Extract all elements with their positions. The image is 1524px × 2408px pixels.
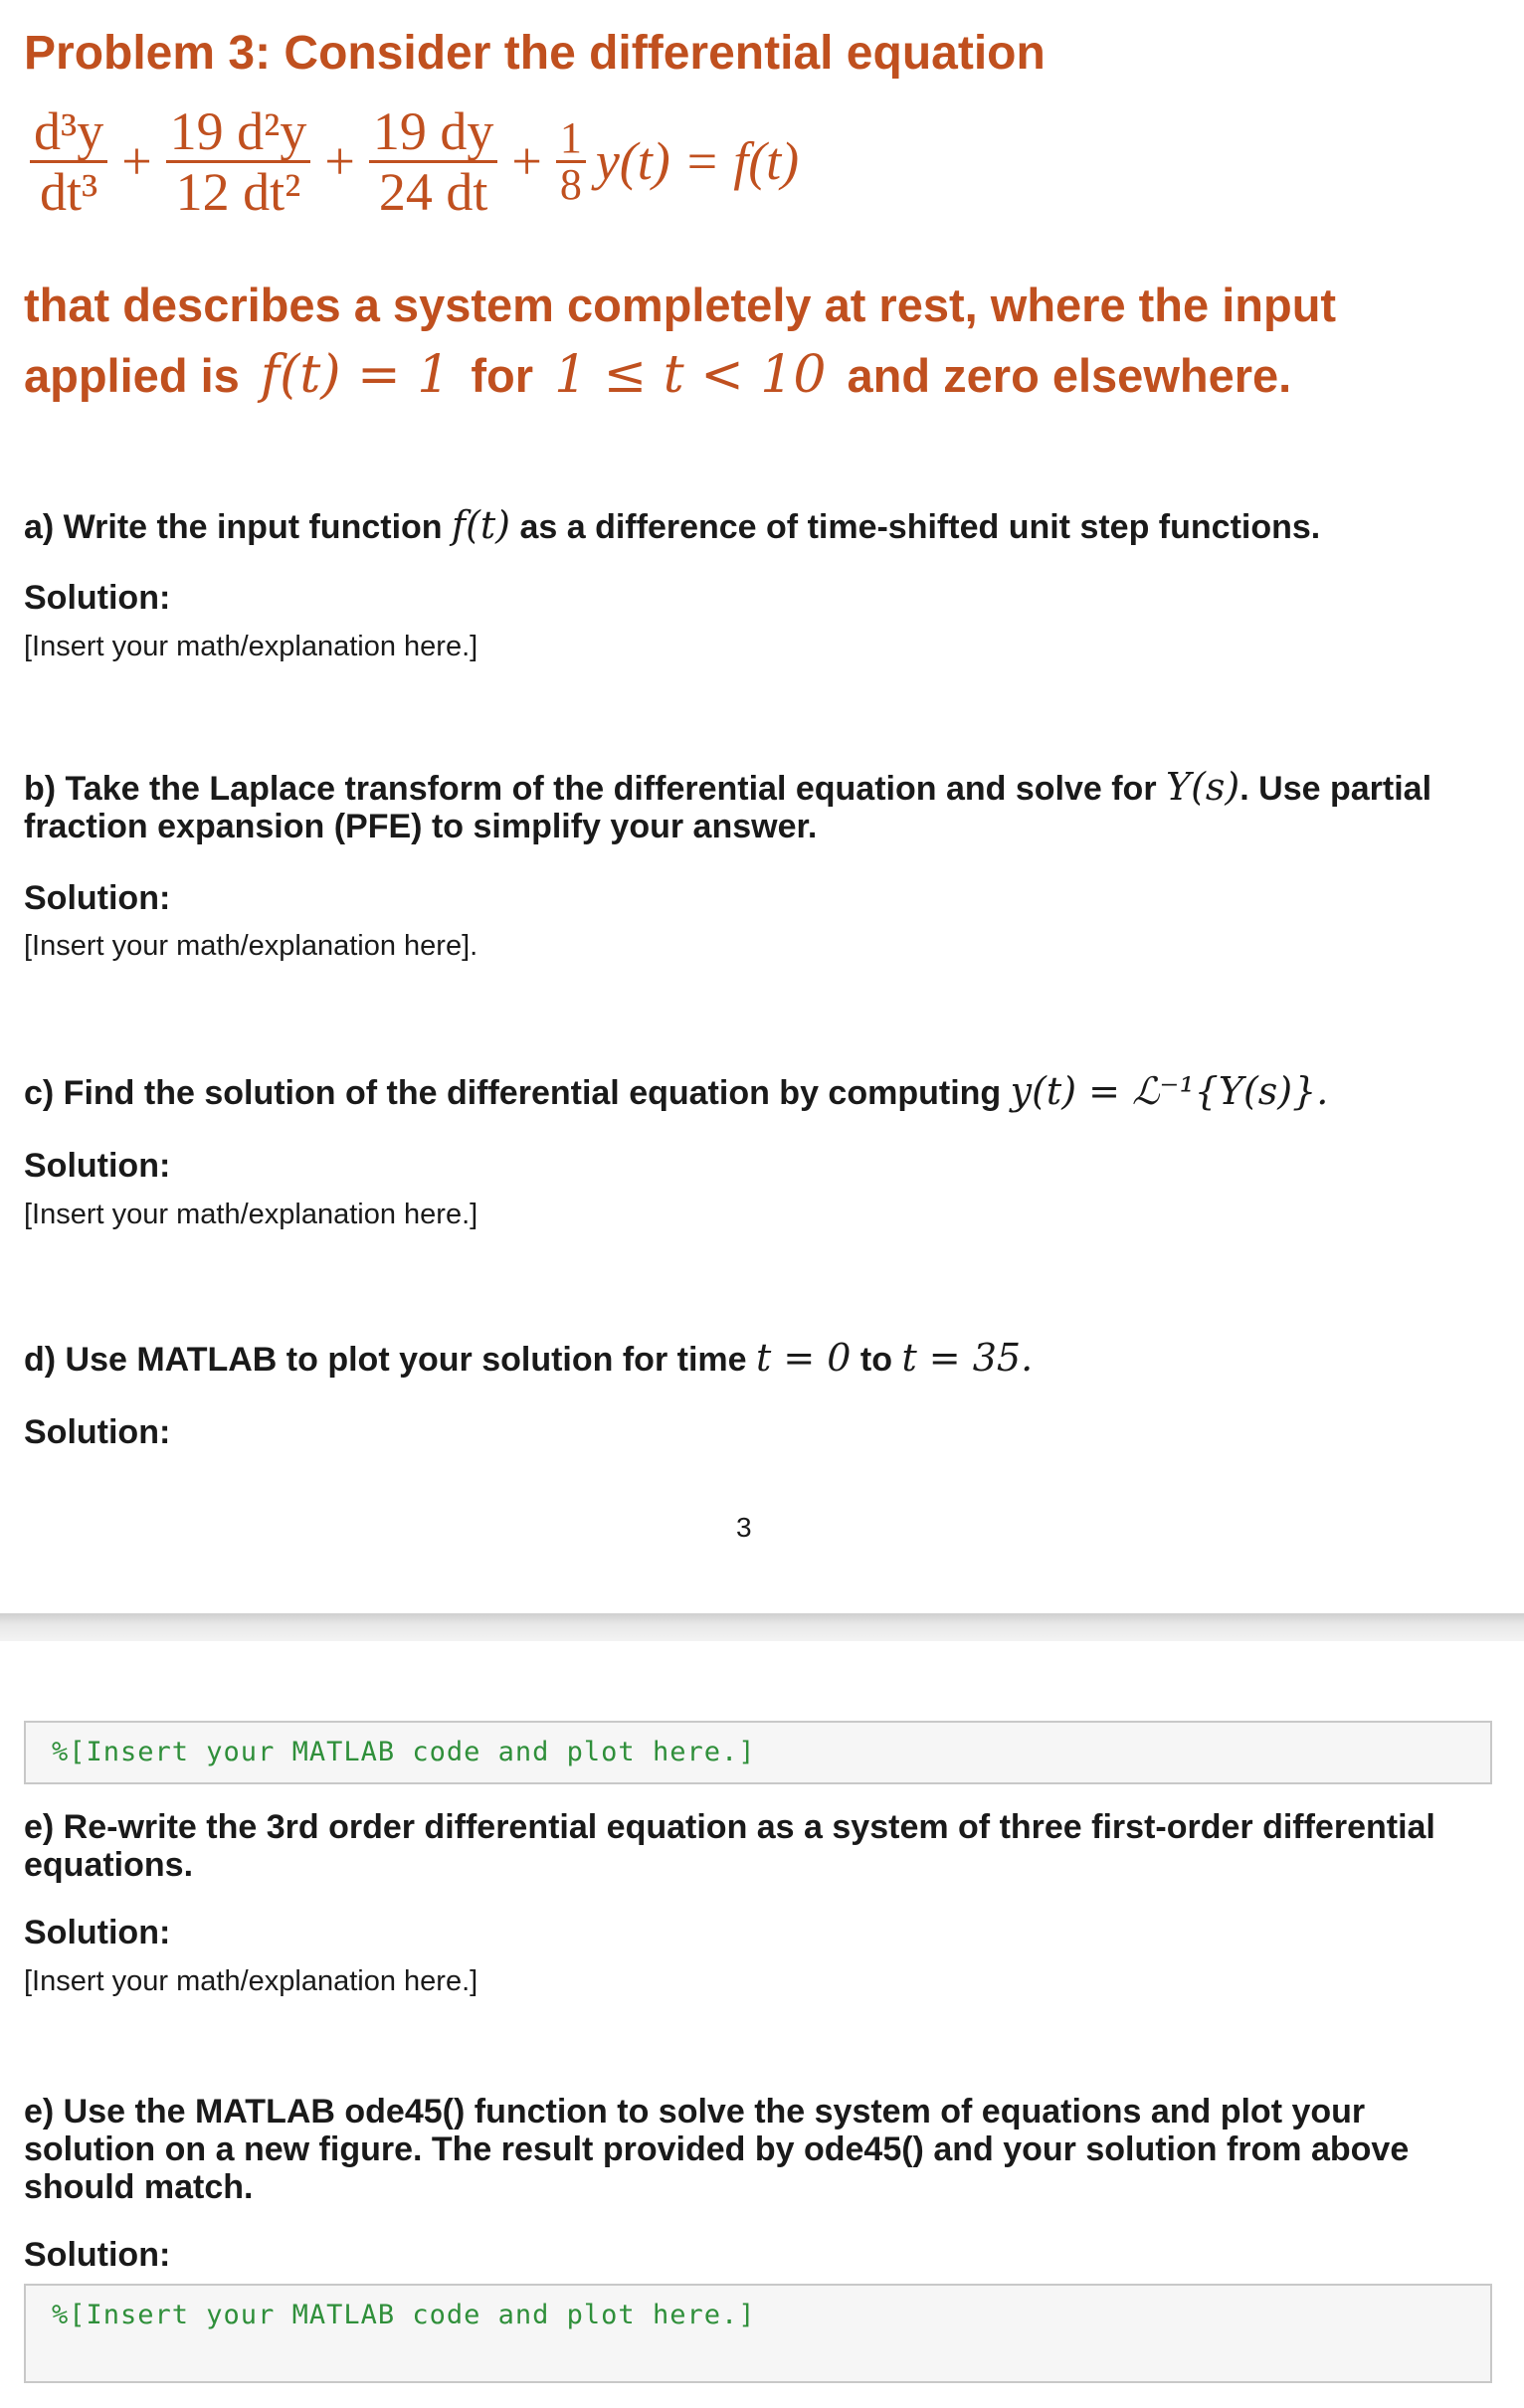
question-e-ode45: e) Use the MATLAB ode45() function to solve the system of equations and plot your solution on a new figure. The result provided by ode45() and your solution from above should match. [24,2093,1410,2206]
question-d: d) Use MATLAB to plot your solution for time t = 0 to t = 35. [24,1336,1034,1380]
question-e-system: e) Re-write the 3rd order differential equation as a system of three first-order differential equations. [24,1808,1435,1884]
solution-label-e1: Solution: [24,1914,171,1951]
matlab-code-cell-e[interactable]: %[Insert your MATLAB code and plot here.] [24,2284,1492,2383]
input-function-definition: f(t) = 1 [260,345,451,405]
term-constant-coefficient: $\frac{1}{8}$ [556,116,586,207]
inverse-laplace-expression: y(t) = ℒ⁻¹{Y(s)}. [1010,1069,1329,1113]
problem-description: that describes a system completely at rest, where the input applied is f(t) = 1 for 1 ≤ t < 10 and zero elsewhere. [24,278,1337,405]
solution-label-c: Solution: [24,1147,171,1185]
answer-placeholder-e1[interactable]: [Insert your math/explanation here.] [24,1965,478,1997]
time-range: 1 ≤ t < 10 [554,345,827,405]
term-third-derivative: $\frac{\text{d³y}}{\text{dt³}}$ [30,102,107,221]
question-a: a) Write the input function f(t) as a difference of time-shifted unit step functions. [24,503,1321,547]
answer-placeholder-a[interactable]: [Insert your math/explanation here.] [24,631,478,662]
page-number: 3 [736,1512,752,1543]
problem-title: Problem 3: Consider the differential equation [24,27,1046,80]
solution-label-d: Solution: [24,1413,171,1451]
term-first-derivative: $\frac{19 dy}{24 dt}$ [369,102,498,221]
solution-label-b: Solution: [24,879,171,917]
equation-rhs: y(t) = f(t) [595,131,800,191]
answer-placeholder-c[interactable]: [Insert your math/explanation here.] [24,1199,478,1230]
solution-label-e2: Solution: [24,2236,171,2274]
answer-placeholder-b[interactable]: [Insert your math/explanation here]. [24,930,478,962]
question-b: b) Take the Laplace transform of the differential equation and solve for Y(s). Use partial fraction expansion (PFE) to simplify your answer. [24,765,1432,845]
question-c: c) Find the solution of the differential equation by computing y(t) = ℒ⁻¹{Y(s)}. [24,1069,1329,1113]
page-2 [0,1641,1524,2408]
solution-label-a: Solution: [24,579,171,617]
differential-equation: $\frac{\text{d³y}}{\text{dt³}}$ + $\frac{\text{19 d²y}}{\text{12 dt²}}$ + $\frac{19 dy}{24 dt}$ + $\frac{1}{8}$ y(t) = f(t) [26,92,799,231]
matlab-code-cell-d[interactable]: %[Insert your MATLAB code and plot here.] [24,1721,1492,1784]
term-second-derivative: $\frac{\text{19 d²y}}{\text{12 dt²}}$ [166,102,311,221]
page-separator [0,1613,1524,1641]
